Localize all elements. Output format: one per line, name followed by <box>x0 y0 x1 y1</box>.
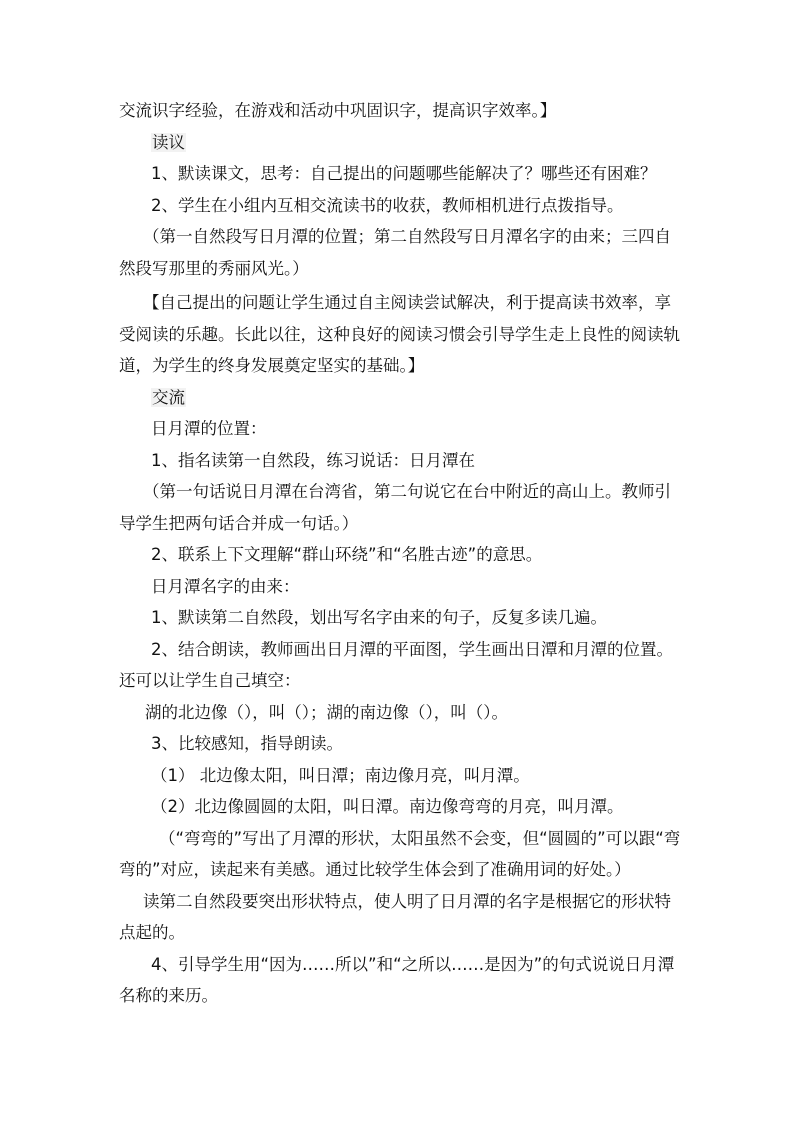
paragraph: 1、默读课文，思考：自己提出的问题哪些能解决了？哪些还有困难？ <box>151 164 657 183</box>
paragraph: （2）北边像圆圆的太阳，叫日潭。南边像弯弯的月亮，叫月潭。 <box>151 797 624 816</box>
paragraph-text: 【自己提出的问题让学生通过自主阅读尝试解决，利于提高读书效率，享受阅读的乐趣。长此以往，这种良好的阅读习惯会引导学生走上良性的阅读轨道，为学生的终身发展奠定坚实的基础。】 <box>119 293 680 375</box>
paragraph <box>119 221 681 284</box>
paragraph: 2、联系上下文理解“群山环绕”和“名胜古迹”的意思。 <box>151 545 543 564</box>
paragraph <box>119 476 681 539</box>
paragraph <box>119 287 681 382</box>
paragraph: 湖的北边像（），叫（）；湖的南边像（），叫（）。 <box>145 702 508 722</box>
paragraph <box>119 949 681 1012</box>
paragraph: 交流识字经验，在游戏和活动中巩固识字，提高识字效率。】 <box>119 101 557 120</box>
paragraph-text: （第一句话说日月潭在台湾省，第二句说它在台中附近的高山上。教师引导学生把两句话合并成一句话。） <box>119 482 671 533</box>
text-block <box>119 95 681 1012</box>
heading-text: 读议 <box>152 132 185 152</box>
paragraph: 日月潭的位置： <box>151 419 267 438</box>
section-heading-jiaoliu <box>119 382 681 414</box>
paragraph: 1、指名读第一自然段，练习说话：日月潭在 <box>151 450 475 470</box>
paragraph: 1、默读第二自然段，划出写名字由来的句子，反复多读几遍。 <box>151 608 607 627</box>
paragraph: 日月潭名字的由来： <box>151 576 300 596</box>
paragraph <box>119 823 681 886</box>
paragraph-text: 读第二自然段要突出形状特点，使人明了日月潭的名字是根据它的形状特点起的。 <box>119 891 671 942</box>
paragraph <box>119 634 681 697</box>
heading-text: 交流 <box>152 387 185 407</box>
paragraph <box>119 886 681 949</box>
paragraph: 2、学生在小组内互相交流读书的收获，教师相机进行点拨指导。 <box>151 195 624 215</box>
paragraph-text: （第一自然段写日月潭的位置；第二自然段写日月潭名字的由来；三四自然段写那里的秀丽风光。） <box>119 227 671 278</box>
paragraph: （1） 北边像太阳，叫日潭；南边像月亮，叫月潭。 <box>151 765 530 785</box>
paragraph: 3、比较感知，指导朗读。 <box>151 734 343 753</box>
section-heading-duyi <box>119 127 681 159</box>
paragraph-text: （“弯弯的”写出了月潭的形状，太阳虽然不会变，但“圆圆的”可以跟“弯弯的”对应，读起来有美感。通过比较学生体会到了准确用词的好处。） <box>119 828 681 879</box>
paragraph-text: 4、引导学生用“因为……所以”和“之所以……是因为”的句式说说日月潭名称的来历。 <box>119 954 675 1005</box>
paragraph-text: 2、结合朗读，教师画出日月潭的平面图，学生画出日潭和月潭的位置。还可以让学生自己填空： <box>119 639 673 690</box>
